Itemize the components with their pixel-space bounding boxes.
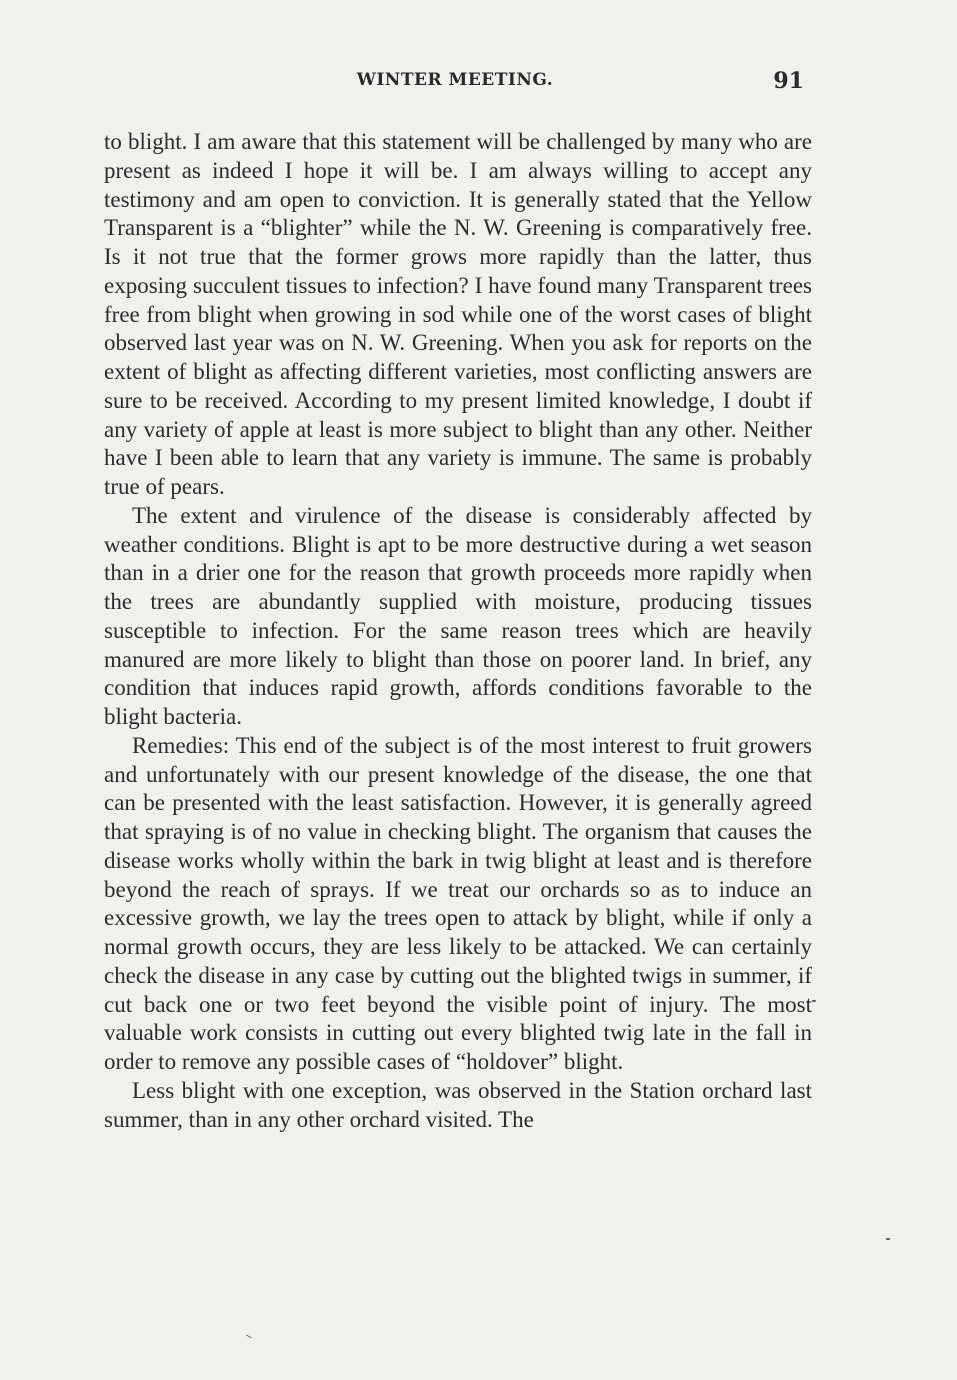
page-header bbox=[100, 70, 810, 100]
page-number: 91 bbox=[773, 68, 804, 94]
paragraph-station-orchard: Less blight with one exception, was observed in the Station orchard last summer, than in any other orchard visited. The bbox=[104, 1077, 812, 1132]
print-speck bbox=[886, 1238, 890, 1240]
paragraph-remedies: Remedies: This end of the subject is of the most interest to fruit growers and unfortunately with our present knowledge of the disease, the one that can be presented with the least satisfaction. However, it is generally agreed that spraying is of no value in checking blight. The organism that causes the disease works wholly within the bark in twig blight at least and is therefore beyond the reach of sprays. If we treat our orchards so as to induce an excessive growth, we lay the trees open to attack by blight, while if only a normal growth occurs, they are less likely to be attacked. We can certainly check the disease in any case by cutting out the blighted twigs in summer, if cut back one or two feet beyond the visible point of injury. The most valuable work consists in cutting out every blighted twig late in the fall in order to remove any possible cases of “holdover” blight. bbox=[104, 732, 812, 1074]
running-head: WINTER MEETING. bbox=[356, 70, 554, 90]
print-speck bbox=[246, 1335, 252, 1339]
body-text bbox=[104, 128, 812, 1134]
print-speck bbox=[812, 1000, 816, 1002]
paragraph-weather-conditions: The extent and virulence of the disease is considerably affected by weather conditions. Blight is apt to be more destructive during a wet season than in a drier one for the reason that growth proceeds more rapidly when the trees are abundantly supplied with moisture, producing tissues susceptible to infection. For the same reason trees which are heavily manured are more likely to blight than those on poorer land. In brief, any condition that induces rapid growth, affords conditions favorable to the blight bacteria. bbox=[104, 502, 812, 729]
paragraph-blight-susceptibility: to blight. I am aware that this statement will be challenged by many who are present as indeed I hope it will be. I am always willing to accept any testimony and am open to conviction. It is generally stated that the Yellow Transparent is a “blighter” while the N. W. Greening is comparatively free. Is it not true that the former grows more rapidly than the latter, thus exposing succulent tissues to infection? I have found many Transparent trees free from blight when growing in sod while one of the worst cases of blight observed last year was on N. W. Greening. When you ask for reports on the extent of blight as affecting different varieties, most conflicting answers are sure to be received. According to my present limited knowledge, I doubt if any variety of apple at least is more subject to blight than any other. Neither have I been able to learn that any variety is immune. The same is probably true of pears. bbox=[104, 129, 812, 499]
